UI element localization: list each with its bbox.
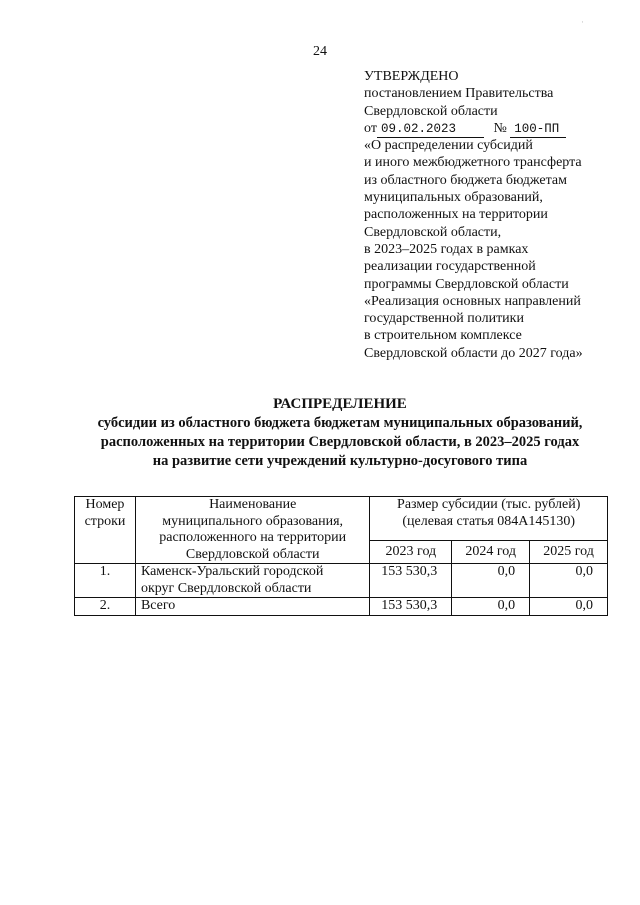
title-subline: на развитие сети учреждений культурно-досугового типа <box>152 453 528 469</box>
resolution-line: Свердловской области до 2027 года» <box>364 345 583 361</box>
title-subline: субсидии из областного бюджета бюджетам муниципальных образований, <box>97 415 583 431</box>
row-value-2025: 0,0 <box>530 564 608 598</box>
resolution-line: в 2023–2025 годах в рамках <box>364 241 529 257</box>
row-value-2023: 153 530,3 <box>370 598 452 616</box>
distribution-table <box>74 496 608 616</box>
approval-line: Свердловской области <box>364 103 498 119</box>
resolution-line: программы Свердловской области <box>364 276 569 292</box>
resolution-line: из областного бюджета бюджетам <box>364 172 567 188</box>
approval-line: постановлением Правительства <box>364 86 554 102</box>
row-value-2025: 0,0 <box>530 598 608 616</box>
header-municipality: Наименование муниципального образования, расположенного на территории Свердловской области <box>135 497 370 564</box>
header-number: Номер строки <box>75 497 136 564</box>
date-value: 09.02.2023 <box>377 122 484 138</box>
header-year: 2024 год <box>452 541 530 564</box>
title-main: РАСПРЕДЕЛЕНИЕ <box>273 396 407 412</box>
table-header-row <box>75 497 608 541</box>
row-municipality: Каменск-Уральский городской округ Свердловской области <box>135 564 370 598</box>
table-row <box>75 564 608 598</box>
resolution-line: и иного межбюджетного трансферта <box>364 155 582 171</box>
approval-date-line <box>364 120 634 137</box>
resolution-line: Свердловской области, <box>364 224 502 240</box>
resolution-line: реализации государственной <box>364 259 536 275</box>
number-sign: № <box>493 120 507 136</box>
resolution-line: в строительном комплексе <box>364 328 522 344</box>
header-year: 2023 год <box>370 541 452 564</box>
resolution-line: «Реализация основных направлений <box>364 293 581 309</box>
date-prefix: от <box>364 120 377 136</box>
page-number: 24 <box>313 44 327 59</box>
row-value-2024: 0,0 <box>452 598 530 616</box>
row-value-2024: 0,0 <box>452 564 530 598</box>
resolution-line: государственной политики <box>364 311 524 327</box>
row-number: 2. <box>75 598 136 616</box>
table-row <box>75 598 608 616</box>
header-year: 2025 год <box>530 541 608 564</box>
approval-heading: УТВЕРЖДЕНО <box>364 69 459 84</box>
resolution-line: «О распределении субсидий <box>364 138 533 154</box>
row-number: 1. <box>75 564 136 598</box>
resolution-line: расположенных на территории <box>364 207 548 223</box>
title-subline: расположенных на территории Свердловской области, в 2023–2025 годах <box>100 434 580 450</box>
row-value-2023: 153 530,3 <box>370 564 452 598</box>
header-subsidy: Размер субсидии (тыс. рублей) (целевая статья 084А145130) <box>370 497 608 541</box>
corner-mark: · <box>581 17 584 27</box>
document-title <box>0 395 640 471</box>
row-municipality: Всего <box>135 598 370 616</box>
resolution-line: муниципальных образований, <box>364 190 543 206</box>
number-value: 100-ПП <box>510 122 566 138</box>
approval-block <box>364 68 634 362</box>
